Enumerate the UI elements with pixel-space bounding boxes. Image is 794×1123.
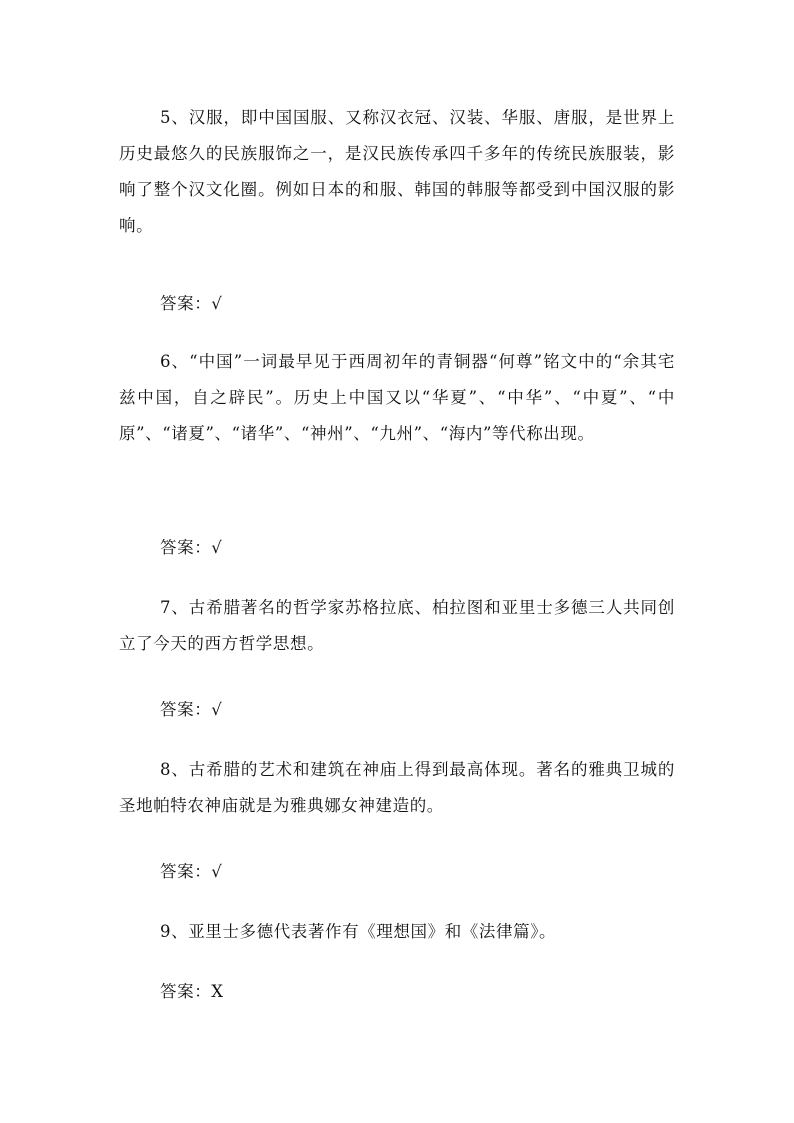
question-8: 8、古希腊的艺术和建筑在神庙上得到最高体现。著名的雅典卫城的圣地帕特农神庙就是为雅典娜女神建造的。 xyxy=(119,760,675,815)
answer-9: 答案：X xyxy=(160,982,224,1001)
answer-6: 答案：√ xyxy=(160,538,223,557)
question-7: 7、古希腊著名的哲学家苏格拉底、柏拉图和亚里士多德三人共同创立了今天的西方哲学思想。 xyxy=(119,598,675,653)
question-9: 9、亚里士多德代表著作有《理想国》和《法律篇》。 xyxy=(160,922,557,941)
answer-7: 答案：√ xyxy=(160,700,223,719)
question-5: 5、汉服，即中国国服、又称汉衣冠、汉装、华服、唐服，是世界上历史最悠久的民族服饰之一，是汉民族传承四千多年的传统民族服装，影响了整个汉文化圈。例如日本的和服、韩国的韩服等都受到中国汉服的影响。 xyxy=(119,108,675,235)
answer-8: 答案：√ xyxy=(160,862,223,881)
answer-5: 答案：√ xyxy=(160,294,223,313)
question-6: 6、“中国”一词最早见于西周初年的青铜器“何尊”铭文中的“余其宅兹中国，自之辟民”。历史上中国又以“华夏”、“中华”、“中夏”、“中原”、“诸夏”、“诸华”、“神州”、“九州”、“海内”等代称出现。 xyxy=(119,352,675,443)
